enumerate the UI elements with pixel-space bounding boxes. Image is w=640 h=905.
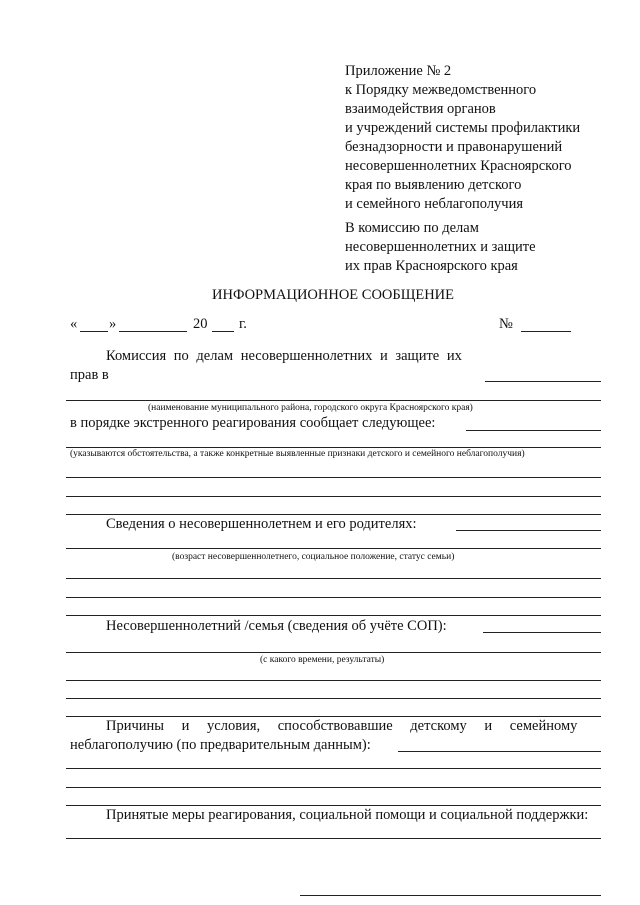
intro-line-1: Комиссия по делам несовершеннолетних и защите их [106,348,462,364]
section-causes-line-1: Причины и условия, способствовавшие детскому и семейному [106,718,578,734]
number-label: № [499,316,513,332]
section-sop-heading: Несовершеннолетний /семья (сведения об учёте СОП): [106,618,447,634]
appendix-line: и семейного неблагополучия [345,196,524,212]
sop-field[interactable] [483,632,601,633]
minor-info-field-line[interactable] [66,615,601,616]
section-causes-line-2: неблагополучию (по предварительным данным): [70,737,371,753]
causes-field-line[interactable] [66,787,601,788]
section-measures-heading: Принятые меры реагирования, социальной помощи и социальной поддержки: [106,807,589,823]
appendix-line: к Порядку межведомственного [345,82,537,98]
appendix-line: безнадзорности и правонарушений [345,139,563,155]
measures-field-line[interactable] [300,895,601,896]
appendix-line: края по выявлению детского [345,177,522,193]
sop-field-line[interactable] [66,698,601,699]
date-quote-close: » [109,316,117,332]
document-title: ИНФОРМАЦИОННОЕ СООБЩЕНИЕ [212,287,455,303]
appendix-line: взаимодействия органов [345,101,496,117]
year-prefix: 20 [193,316,208,332]
year-field[interactable] [212,331,234,332]
causes-field-line[interactable] [66,768,601,769]
appendix-line: несовершеннолетних Красноярского [345,158,572,174]
causes-field[interactable] [398,751,601,752]
day-field[interactable] [80,331,108,332]
addressee-line: В комиссию по делам [345,220,479,236]
intro-line-3: в порядке экстренного реагирования сообщает следующее: [70,415,436,431]
report-field[interactable] [466,430,601,431]
intro-line-2: прав в [70,367,109,383]
sop-field-line[interactable] [66,652,601,653]
sop-field-line[interactable] [66,680,601,681]
year-suffix: г. [239,316,247,332]
minor-info-field[interactable] [456,530,601,531]
minor-info-field-line[interactable] [66,548,601,549]
caption-sop: (с какого времени, результаты) [260,655,385,665]
date-quote-open: « [70,316,78,332]
commission-name-field[interactable] [485,381,601,382]
minor-info-field-line[interactable] [66,578,601,579]
section-minor-heading: Сведения о несовершеннолетнем и его родителях: [106,516,417,532]
caption-municipality: (наименование муниципального района, городского округа Красноярского края) [148,403,473,413]
addressee-line: несовершеннолетних и защите [345,239,536,255]
report-field-line[interactable] [66,496,601,497]
month-field[interactable] [119,331,187,332]
caption-circumstances: (указываются обстоятельства, а также конкретные выявленные признаки детского и семейного неблагополучия) [70,449,525,459]
caption-minor: (возраст несовершеннолетнего, социальное положение, статус семьи) [172,552,455,562]
addressee-line: их прав Красноярского края [345,258,518,274]
commission-name-field-line[interactable] [66,400,601,401]
report-field-line[interactable] [66,477,601,478]
appendix-line: и учреждений системы профилактики [345,120,581,136]
minor-info-field-line[interactable] [66,597,601,598]
measures-field-line[interactable] [66,838,601,839]
number-field[interactable] [521,331,571,332]
appendix-line: Приложение № 2 [345,63,452,79]
